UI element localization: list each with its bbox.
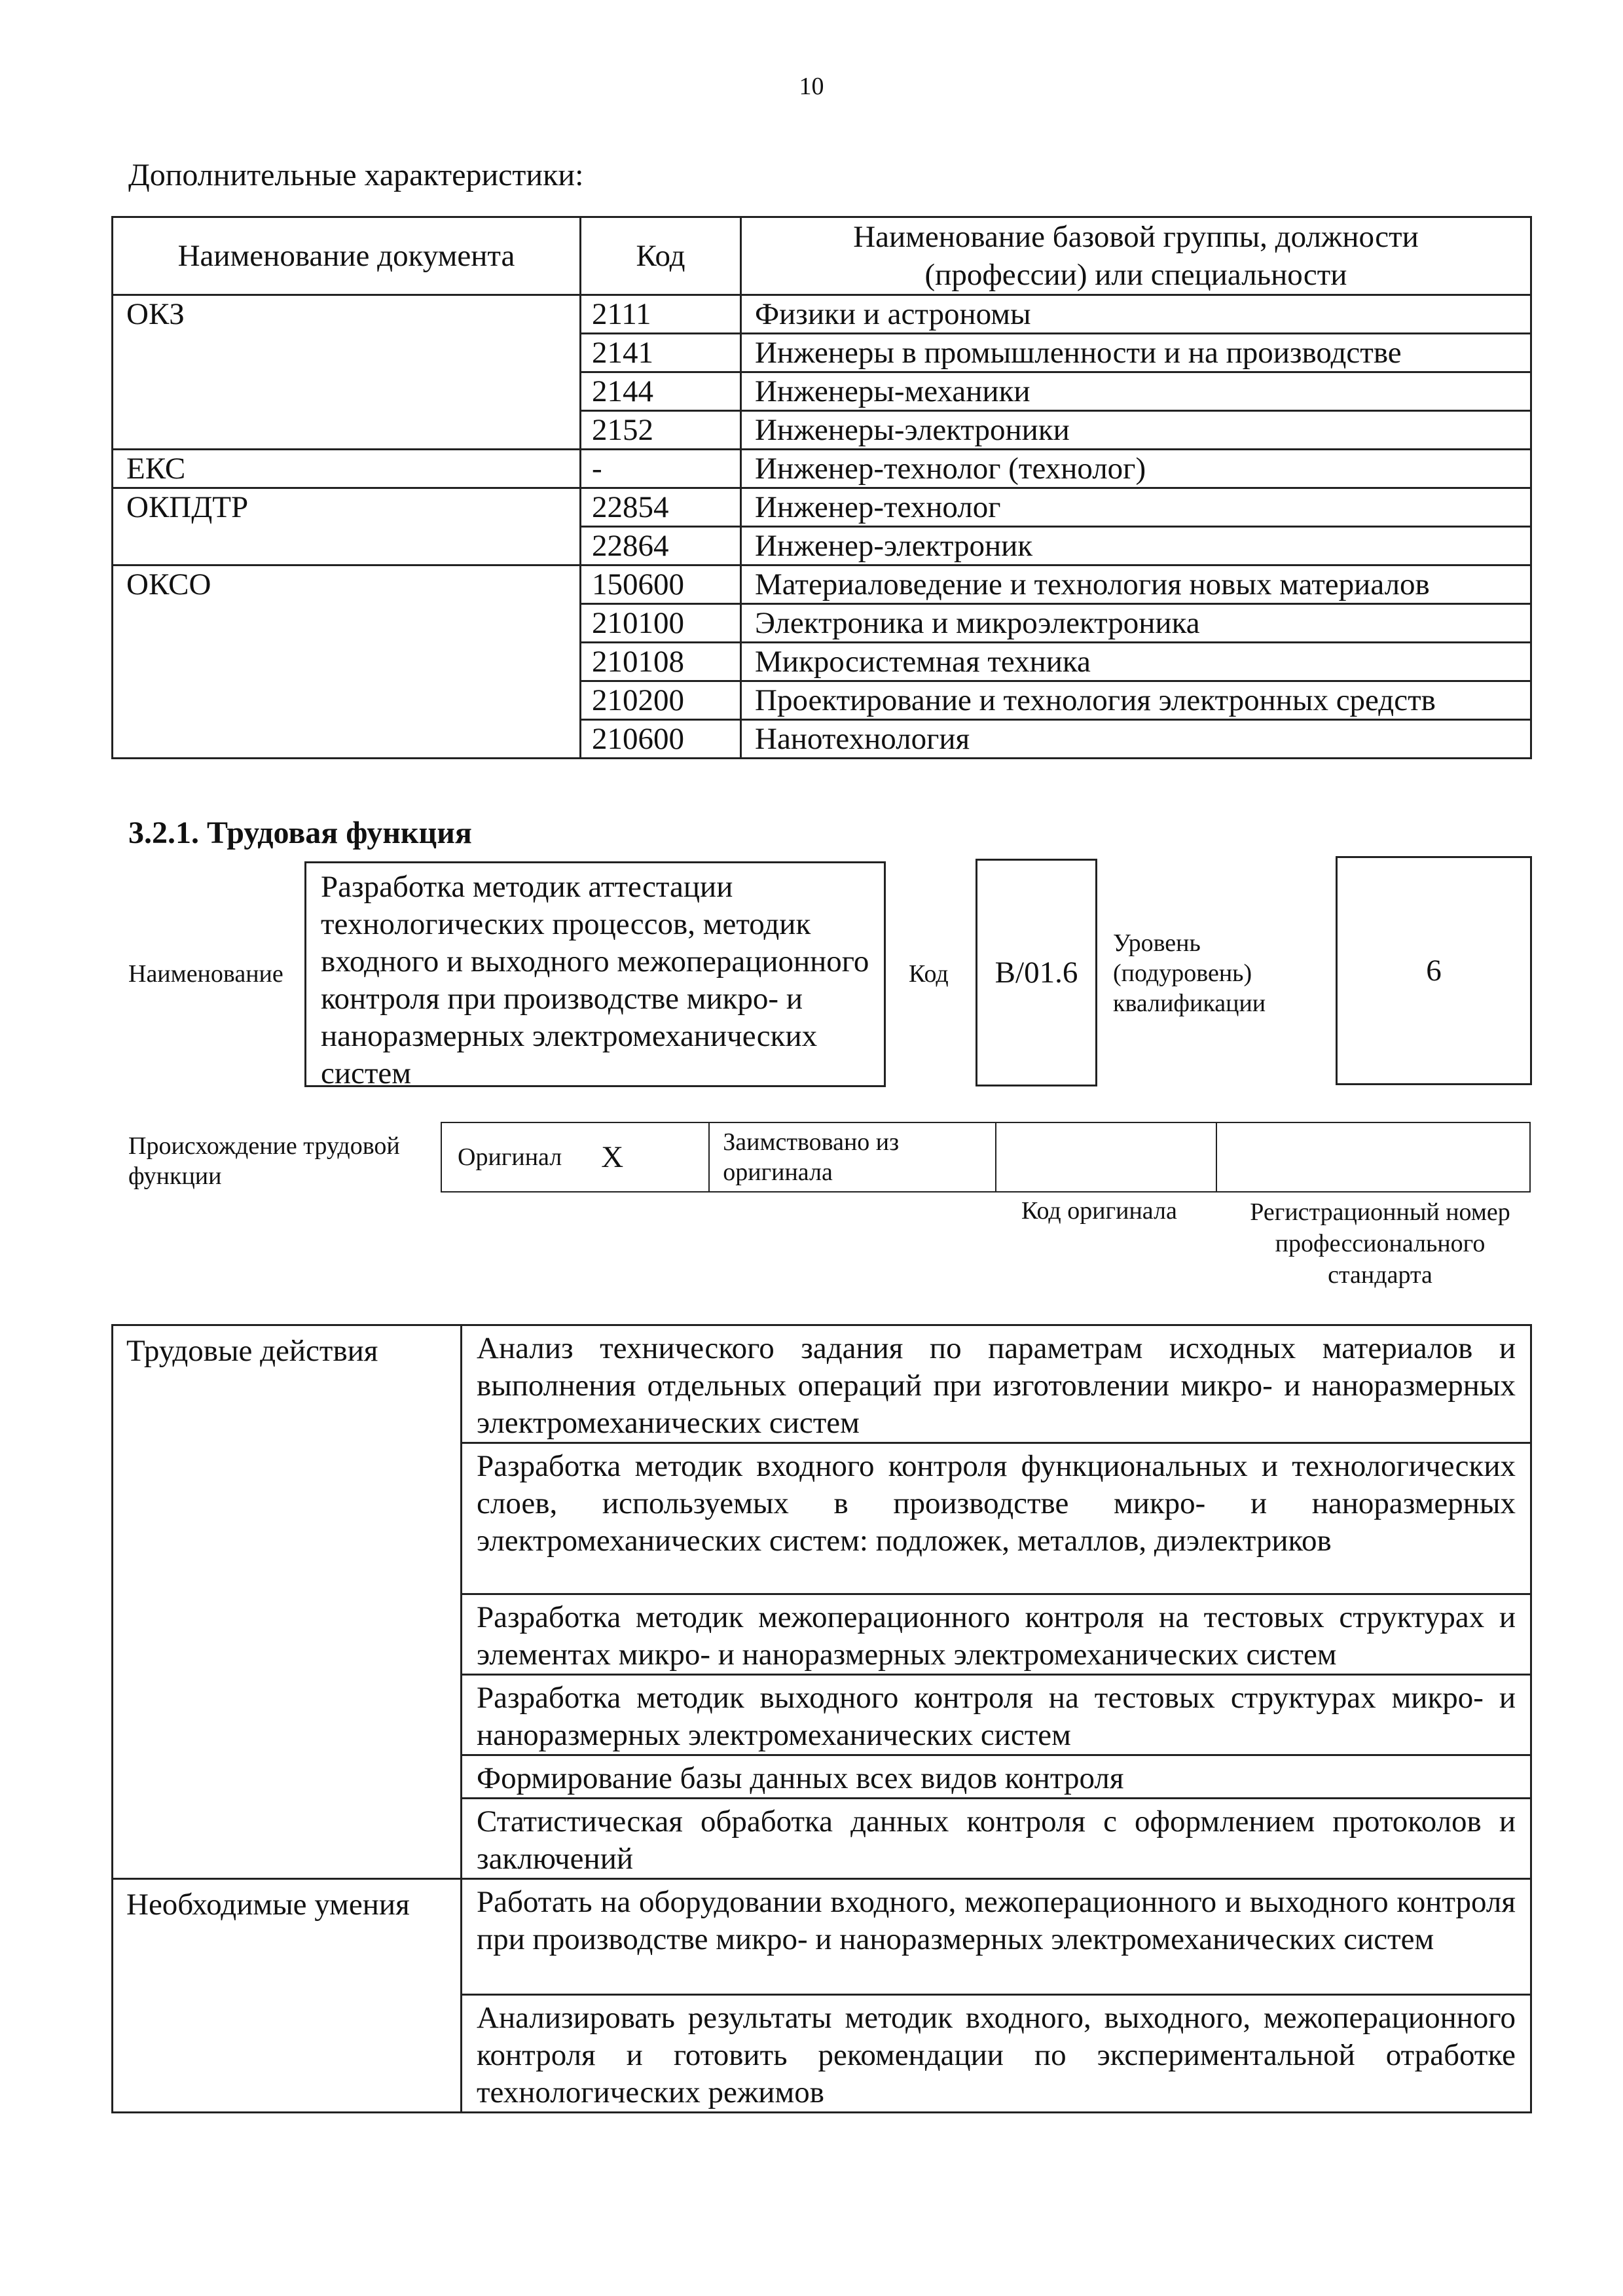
table-row [113,295,1531,334]
doc-cell [113,681,581,720]
doc-cell [113,334,581,372]
doc-cell: ЕКС [113,450,581,488]
name-cell: Микросистемная техника [741,643,1531,681]
table-row [113,604,1531,643]
table-header-row [113,217,1531,295]
header-doc: Наименование документа [113,217,581,295]
page-number: 10 [799,73,824,100]
doc-cell [113,372,581,411]
name-cell: Инженеры-механики [741,372,1531,411]
original-mark: X [562,1122,709,1192]
table-row [113,720,1531,759]
level-label: Уровень (подуровень) квалификации [1113,929,1266,1017]
function-title: 3.2.1. Трудовая функция [128,816,472,850]
function-name-box: Разработка методик аттестации технологических процессов, методик входного и выходного межоперационного контроля при производстве микро- и наноразмерных электромеханических систем [304,861,886,1087]
section-title: Дополнительные характеристики: [128,158,584,192]
doc-cell [113,643,581,681]
skill-item: Работать на оборудовании входного, межоперационного и выходного контроля при производстве микро- и наноразмерных электромеханических систем [462,1879,1531,1995]
table-row [113,488,1531,527]
table-row [113,450,1531,488]
level-box [1336,856,1532,1085]
table-row [113,372,1531,411]
code-cell: 210600 [581,720,741,759]
doc-cell: ОКСО [113,565,581,604]
name-cell: Инженер-технолог (технолог) [741,450,1531,488]
level-value: 6 [1426,954,1442,988]
code-original-caption: Код оригинала [1021,1197,1177,1225]
table-row [113,643,1531,681]
doc-cell [113,411,581,450]
reg-number-cell [1216,1122,1530,1192]
doc-cell [113,527,581,565]
header-name: Наименование базовой группы, должности (профессии) или специальности [741,217,1531,295]
function-code-box [976,859,1097,1086]
code-cell: 2144 [581,372,741,411]
table-row [113,411,1531,450]
name-cell: Инженеры-электроники [741,411,1531,450]
activities-table [111,1324,1532,2113]
doc-cell: ОКЗ [113,295,581,334]
skill-item: Анализировать результаты методик входного, выходного, межоперационного контроля и готовить рекомендации по экспериментальной отработке технологических режимов [462,1995,1531,2113]
characteristics-table [111,216,1532,759]
action-item: Разработка методик входного контроля функциональных и технологических слоев, используемых в производстве микро- и наноразмерных электромеханических систем: подложек, металлов, диэлектриков [462,1443,1531,1594]
table-row [113,681,1531,720]
table-row [113,565,1531,604]
origin-label: Происхождение трудовой функции [128,1132,400,1190]
action-item: Анализ технического задания по параметрам исходных материалов и выполнения отдельных операций при изготовлении микро- и наноразмерных электромеханических систем [462,1325,1531,1443]
action-item: Разработка методик выходного контроля на тестовых структурах микро- и наноразмерных электромеханических систем [462,1675,1531,1755]
code-cell: 150600 [581,565,741,604]
original-code-cell [996,1122,1216,1192]
doc-cell [113,604,581,643]
header-code: Код [581,217,741,295]
borrowed-label: Заимствовано из оригинала [709,1122,996,1192]
action-item: Статистическая обработка данных контроля с оформлением протоколов и заключений [462,1799,1531,1879]
code-cell: 2141 [581,334,741,372]
reg-number-caption: Регистрационный номер профессионального стандарта [1250,1198,1510,1289]
name-cell: Инженер-электроник [741,527,1531,565]
table-row [113,527,1531,565]
name-cell: Материаловедение и технология новых материалов [741,565,1531,604]
table-row [113,334,1531,372]
code-cell: 210100 [581,604,741,643]
name-cell: Инженеры в промышленности и на производстве [741,334,1531,372]
action-item: Формирование базы данных всех видов контроля [462,1755,1531,1799]
doc-cell: ОКПДТР [113,488,581,527]
doc-cell [113,720,581,759]
origin-table [441,1122,1531,1193]
code-cell: 22854 [581,488,741,527]
skills-label: Необходимые умения [113,1879,462,2113]
name-cell: Проектирование и технология электронных средств [741,681,1531,720]
code-cell: - [581,450,741,488]
code-label: Код [909,960,949,988]
code-cell: 210108 [581,643,741,681]
name-cell: Физики и астрономы [741,295,1531,334]
name-cell: Электроника и микроэлектроника [741,604,1531,643]
code-cell: 2152 [581,411,741,450]
code-cell: 2111 [581,295,741,334]
name-label: Наименование [128,960,283,988]
original-label: Оригинал [441,1122,562,1192]
function-code: B/01.6 [994,956,1078,990]
code-cell: 22864 [581,527,741,565]
code-cell: 210200 [581,681,741,720]
name-cell: Нанотехнология [741,720,1531,759]
action-item: Разработка методик межоперационного контроля на тестовых структурах и элементах микро- и наноразмерных электромеханических систем [462,1594,1531,1675]
name-cell: Инженер-технолог [741,488,1531,527]
actions-label: Трудовые действия [113,1325,462,1879]
